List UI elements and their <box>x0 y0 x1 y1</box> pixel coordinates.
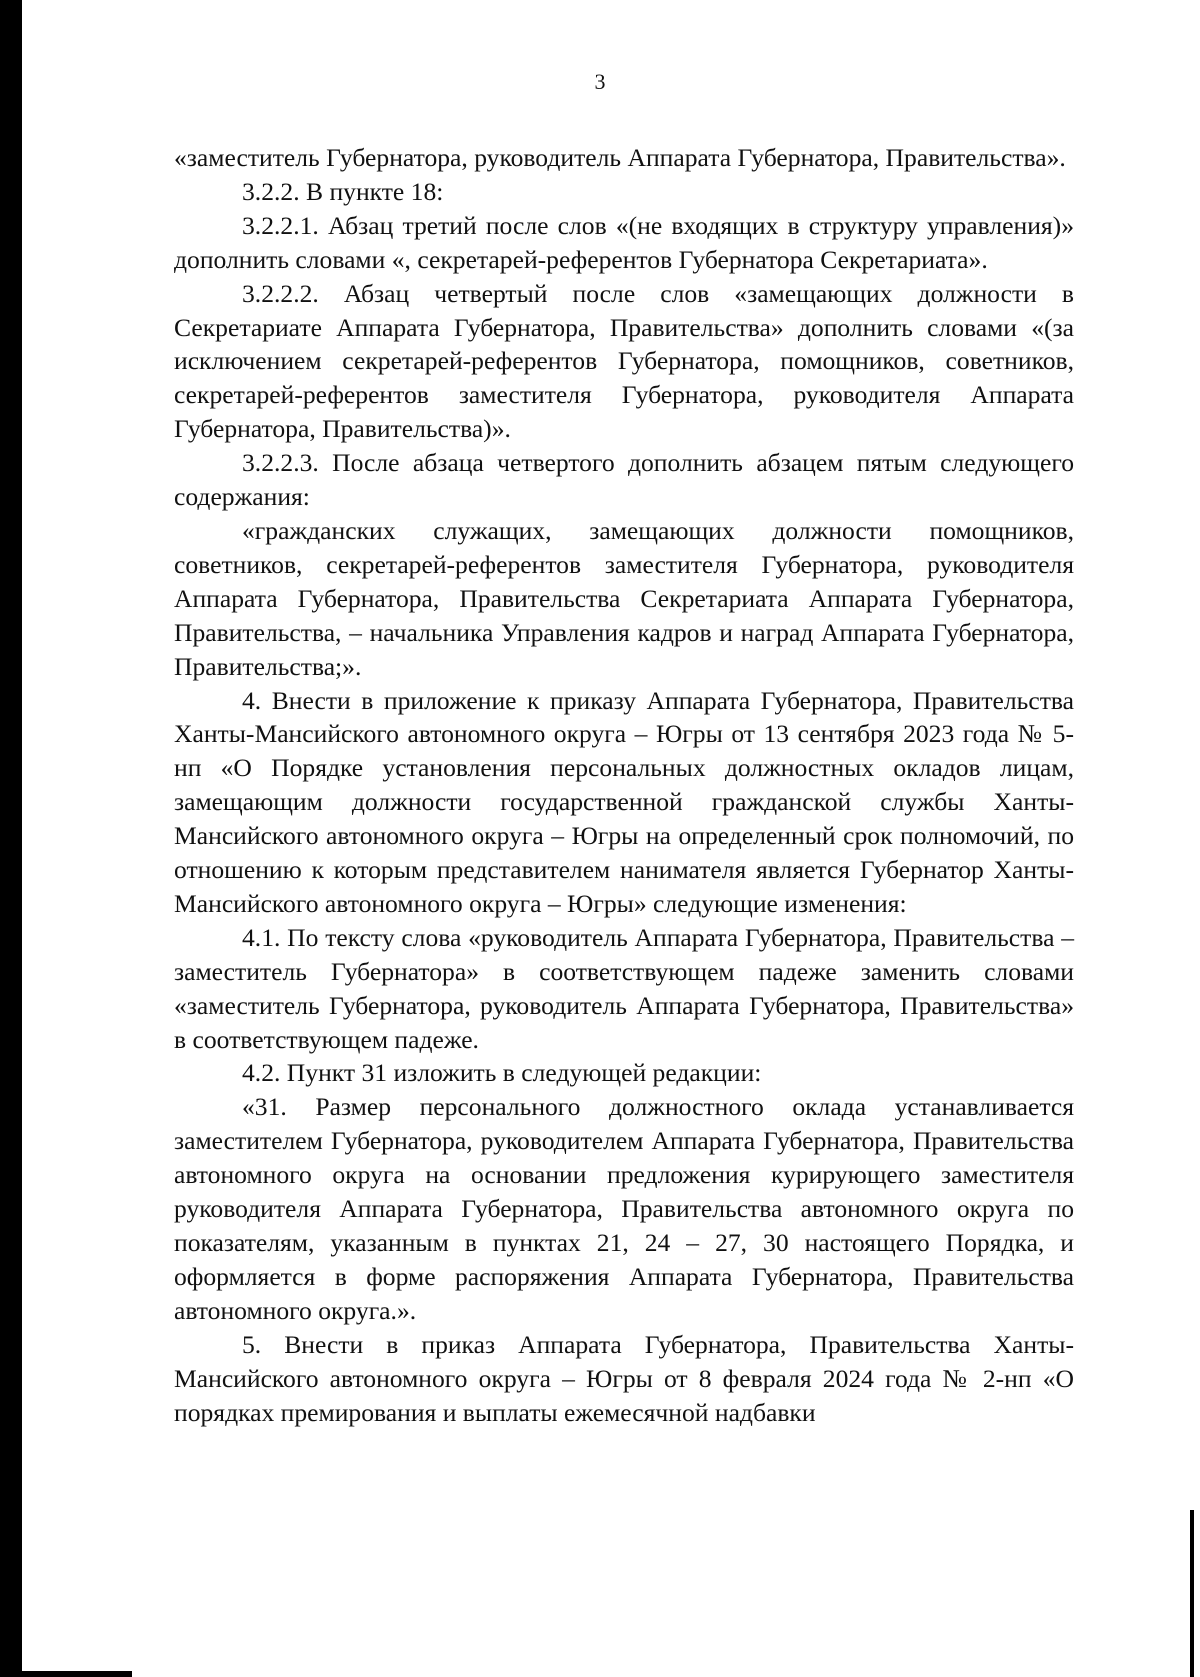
scan-edge-right <box>1190 1510 1194 1677</box>
paragraph-6: «гражданских служащих, замещающих должности помощников, советников, секретарей-референтов заместителя Губернатора, руководителя Аппарата Губернатора, Правительства Секретариата Аппарата Губернатора, Правительства, – начальника Управления кадров и наград Аппарата Губернатора, Правительства;». <box>174 515 1074 681</box>
page-number: 3 <box>594 69 606 94</box>
paragraph-10: «31. Размер персонального должностного оклада устанавливается заместителем Губернатора, руководителем Аппарата Губернатора, Правительства автономного округа на основании предложения курирующего заместителя руководителя Аппарата Губернатора, Правительства автономного округа по показателям, указанным в пунктах 21, 24 – 27, 30 настоящего Порядка, и оформляется в форме распоряжения Аппарата Губернатора, Правительства автономного округа.». <box>174 1092 1074 1325</box>
scan-edge-left <box>0 0 22 1677</box>
paragraph-8: 4.1. По тексту слова «руководитель Аппарата Губернатора, Правительства – заместитель Губернатора» в соответствующем падеже заменить словами «заместитель Губернатора, руководитель Аппарата Губернатора, Правительства» в соответствующем падеже. <box>174 922 1074 1054</box>
scan-bottom-line <box>22 1671 132 1677</box>
paragraph-11: 5. Внести в приказ Аппарата Губернатора, Правительства Ханты-Мансийского автономного округа – Югры от 8 февраля 2024 года № 2-нп «О порядках премирования и выплаты ежемесячной надбавки <box>174 1329 1074 1427</box>
paragraph-7: 4. Внести в приложение к приказу Аппарата Губернатора, Правительства Ханты-Мансийского автономного округа – Югры от 13 сентября 2023 года № 5-нп «О Порядке установления персональных должностных окладов лицам, замещающим должности государственной гражданской службы Ханты-Мансийского автономного округа – Югры на определенный срок полномочий, по отношению к которым представителем нанимателя является Губернатор Ханты-Мансийского автономного округа – Югры» следующие изменения: <box>174 685 1074 918</box>
paragraph-9: 4.2. Пункт 31 изложить в следующей редакции: <box>242 1058 762 1088</box>
paragraph-2: 3.2.2. В пункте 18: <box>242 176 444 206</box>
document-body <box>174 141 1074 1429</box>
paragraph-3: 3.2.2.1. Абзац третий после слов «(не входящих в структуру управления)» дополнить словами «, секретарей-референтов Губернатора Секретариата». <box>174 210 1074 274</box>
paragraph-5: 3.2.2.3. После абзаца четвертого дополнить абзацем пятым следующего содержания: <box>174 448 1074 512</box>
paragraph-4: 3.2.2.2. Абзац четвертый после слов «замещающих должности в Секретариате Аппарата Губернатора, Правительства» дополнить словами «(за исключением секретарей-референтов Губернатора, помощников, советников, секретарей-референтов заместителя Губернатора, руководителя Аппарата Губернатора, Правительства)». <box>174 278 1074 444</box>
paragraph-1: «заместитель Губернатора, руководитель Аппарата Губернатора, Правительства». <box>174 143 1066 172</box>
